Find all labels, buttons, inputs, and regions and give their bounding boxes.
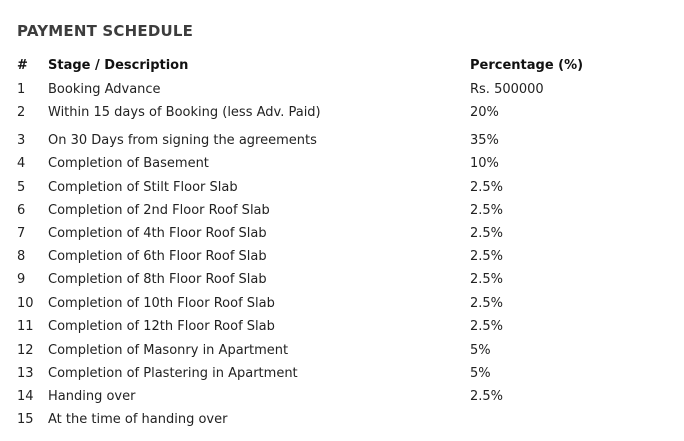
row-stage: Within 15 days of Booking (less Adv. Paid)	[48, 105, 321, 120]
row-stage: Completion of Masonry in Apartment	[48, 343, 289, 358]
row-percentage: 2.5%	[470, 319, 504, 334]
table-row	[0, 296, 684, 316]
table-row	[0, 226, 684, 246]
table-row	[0, 203, 684, 223]
row-stage: Completion of 10th Floor Roof Slab	[48, 296, 275, 311]
column-header-stage: Stage / Description	[48, 58, 189, 73]
row-percentage: 5%	[470, 343, 491, 358]
row-number: 3	[17, 133, 26, 148]
table-row	[0, 412, 684, 432]
row-percentage: 2.5%	[470, 203, 504, 218]
row-stage: Booking Advance	[48, 82, 161, 97]
row-percentage: 2.5%	[470, 226, 504, 241]
table-row	[0, 105, 684, 125]
row-stage: On 30 Days from signing the agreements	[48, 133, 317, 148]
row-number: 5	[17, 180, 26, 195]
row-percentage: 2.5%	[470, 389, 504, 404]
table-row	[0, 156, 684, 176]
row-percentage: 2.5%	[470, 296, 504, 311]
row-number: 9	[17, 272, 26, 287]
row-percentage: 2.5%	[470, 180, 504, 195]
column-header-number: #	[17, 58, 28, 73]
row-number: 2	[17, 105, 26, 120]
row-stage: Completion of Plastering in Apartment	[48, 366, 298, 381]
table-row	[0, 133, 684, 153]
row-stage: At the time of handing over	[48, 412, 228, 427]
row-number: 10	[17, 296, 34, 311]
row-stage: Completion of Stilt Floor Slab	[48, 180, 238, 195]
table-row	[0, 389, 684, 409]
table-row	[0, 319, 684, 339]
row-number: 8	[17, 249, 26, 264]
row-number: 13	[17, 366, 34, 381]
row-number: 6	[17, 203, 26, 218]
row-stage: Completion of 8th Floor Roof Slab	[48, 272, 267, 287]
row-stage: Completion of 12th Floor Roof Slab	[48, 319, 275, 334]
row-stage: Handing over	[48, 389, 136, 404]
row-stage: Completion of 2nd Floor Roof Slab	[48, 203, 270, 218]
row-percentage: 2.5%	[470, 249, 504, 264]
table-row	[0, 82, 684, 102]
row-number: 11	[17, 319, 34, 334]
row-stage: Completion of 4th Floor Roof Slab	[48, 226, 267, 241]
row-percentage: Rs. 500000	[470, 82, 544, 97]
row-percentage: 2.5%	[470, 272, 504, 287]
column-header-percentage: Percentage (%)	[470, 58, 584, 73]
table-row	[0, 180, 684, 200]
row-number: 7	[17, 226, 26, 241]
table-row	[0, 343, 684, 363]
row-percentage: 35%	[470, 133, 499, 148]
row-number: 14	[17, 389, 34, 404]
table-row	[0, 366, 684, 386]
row-number: 15	[17, 412, 34, 427]
page-title: PAYMENT SCHEDULE	[17, 22, 194, 40]
row-percentage: 20%	[470, 105, 499, 120]
row-percentage: 10%	[470, 156, 499, 171]
row-number: 4	[17, 156, 26, 171]
table-row	[0, 272, 684, 292]
row-number: 12	[17, 343, 34, 358]
row-number: 1	[17, 82, 26, 97]
table-row	[0, 249, 684, 269]
row-percentage: 5%	[470, 366, 491, 381]
row-stage: Completion of 6th Floor Roof Slab	[48, 249, 267, 264]
row-stage: Completion of Basement	[48, 156, 209, 171]
